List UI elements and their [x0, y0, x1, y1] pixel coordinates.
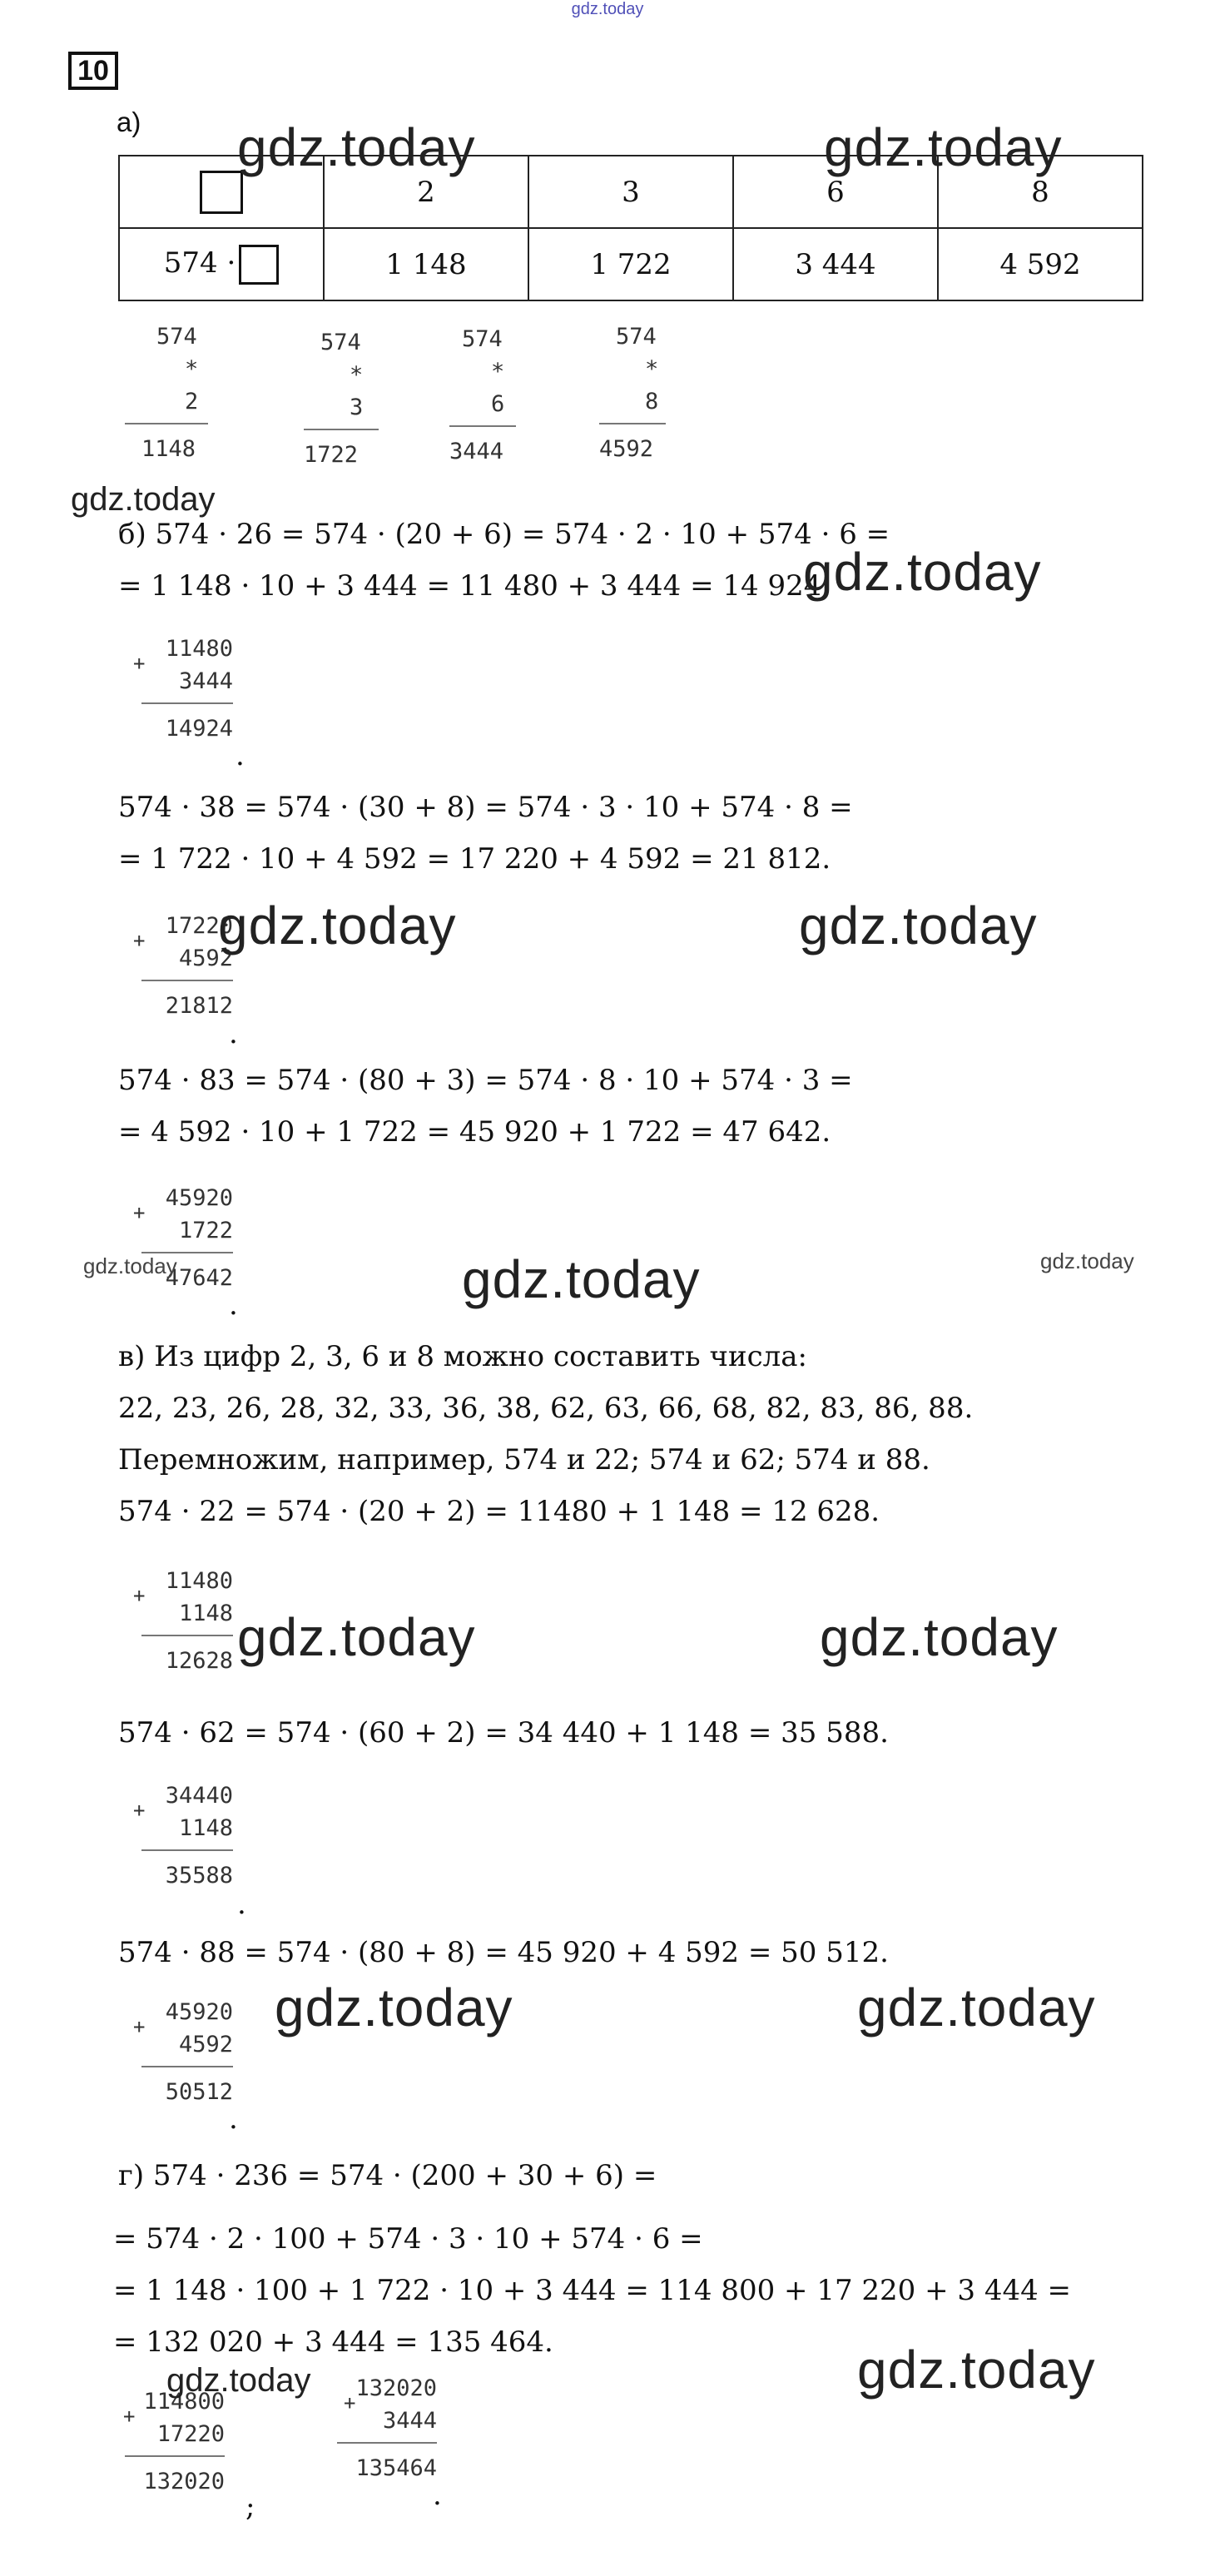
watermark: gdz.today [237, 117, 476, 177]
calc-divider [449, 425, 516, 427]
calc-divider [141, 702, 233, 704]
table-row [119, 228, 1143, 300]
end-dot: . [229, 1017, 238, 1050]
calc-divider [337, 2442, 437, 2444]
calc-operator: * [185, 356, 199, 382]
column-addition [337, 2372, 437, 2484]
end-dot: . [433, 2479, 442, 2512]
calc-result: 21812 [165, 993, 233, 1019]
calc-divider [141, 1635, 233, 1636]
calc-operand: 11480 [165, 636, 233, 662]
calc-operand: 132020 [355, 2375, 437, 2401]
calc-operand: 17220 [156, 2421, 225, 2447]
calc-operand: 45920 [165, 1999, 233, 2025]
calc-divider [141, 2066, 233, 2067]
watermark: gdz.today [71, 481, 216, 518]
end-dot: . [229, 1288, 238, 1322]
calc-operand: 574 [320, 330, 361, 355]
watermark: gdz.today [803, 542, 1042, 602]
calc-operand: 2 [185, 389, 199, 414]
column-addition [141, 633, 233, 745]
calc-result: 47642 [165, 1265, 233, 1291]
calc-operand: 3 [350, 395, 364, 420]
plus-sign: + [133, 1799, 146, 1822]
table-cell: 1 148 [324, 228, 528, 300]
calc-operand: 4592 [178, 946, 233, 971]
calc-operand: 34440 [165, 1783, 233, 1809]
table-cell: 1 722 [528, 228, 733, 300]
calc-divider [599, 423, 666, 424]
plus-sign: + [133, 1584, 146, 1607]
solution-line: г) 574 · 236 = 574 · (200 + 30 + 6) = [118, 2159, 657, 2192]
calc-divider [141, 1849, 233, 1851]
calc-divider [304, 429, 379, 430]
column-addition [141, 1565, 233, 1677]
calc-result: 12628 [165, 1648, 233, 1674]
solution-line: = 1 722 · 10 + 4 592 = 17 220 + 4 592 = 21 812. [118, 842, 831, 876]
calc-operand: 574 [156, 324, 197, 350]
solution-line: = 1 148 · 10 + 3 444 = 11 480 + 3 444 = 14 924. [118, 569, 831, 603]
table-cell: 6 [733, 156, 938, 228]
solution-line: б) 574 · 26 = 574 · (20 + 6) = 574 · 2 · 10 + 574 · 6 = [118, 518, 890, 551]
watermark: gdz.today [237, 1607, 476, 1667]
calc-operand: 11480 [165, 1568, 233, 1594]
watermark: gdz.today [83, 1253, 177, 1278]
calc-operand: 17220 [165, 913, 233, 939]
column-multiplication [304, 326, 379, 471]
solution-line: = 4 592 · 10 + 1 722 = 45 920 + 1 722 = 47 642. [118, 1115, 831, 1149]
watermark: gdz.today [1040, 1248, 1134, 1273]
part-a-label: а) [117, 107, 141, 137]
end-dot: . [229, 2102, 238, 2136]
plus-sign: + [123, 2405, 136, 2428]
column-addition [141, 1779, 233, 1892]
solution-line: 574 · 83 = 574 · (80 + 3) = 574 · 8 · 10 + 574 · 3 = [118, 1064, 853, 1097]
end-dot: . [236, 739, 245, 772]
table-cell: 3 [528, 156, 733, 228]
watermark: gdz.today [857, 2340, 1096, 2400]
column-multiplication [449, 323, 516, 468]
column-multiplication [125, 320, 208, 465]
calc-result: 1148 [141, 436, 196, 462]
task-number-box: 10 [68, 52, 118, 90]
calc-operator: * [491, 359, 505, 385]
watermark: gdz.today [218, 896, 457, 955]
calc-result: 50512 [165, 2079, 233, 2105]
solution-line: = 574 · 2 · 100 + 574 · 3 · 10 + 574 · 6 = [113, 2222, 703, 2256]
table-row-label [119, 228, 324, 300]
plus-sign: + [133, 2015, 146, 2038]
solution-line: = 1 148 · 100 + 1 722 · 10 + 3 444 = 114 800 + 17 220 + 3 444 = [113, 2274, 1072, 2307]
end-dot: . [237, 1888, 246, 1921]
calc-result: 3444 [449, 439, 504, 464]
solution-line: 22, 23, 26, 28, 32, 33, 36, 38, 62, 63, 66, 68, 82, 83, 86, 88. [118, 1392, 974, 1425]
header-watermark: gdz.today [571, 0, 644, 18]
calc-result: 132020 [143, 2469, 225, 2494]
calc-result: 14924 [165, 716, 233, 742]
calc-operand: 1148 [178, 1601, 233, 1626]
calc-result: 4592 [599, 436, 654, 462]
calc-operand: 8 [645, 389, 659, 414]
calc-operand: 4592 [178, 2032, 233, 2057]
column-multiplication [599, 320, 666, 465]
solution-line: 574 · 62 = 574 · (60 + 2) = 34 440 + 1 148 = 35 588. [118, 1716, 889, 1750]
empty-square-icon [239, 245, 279, 285]
calc-result: 1722 [304, 442, 359, 468]
calc-result: 35588 [165, 1863, 233, 1889]
calc-operand: 574 [462, 326, 503, 352]
calc-operand: 45920 [165, 1185, 233, 1211]
calc-operand: 3444 [382, 2408, 437, 2434]
watermark: gdz.today [857, 1978, 1096, 2037]
table-cell: 4 592 [938, 228, 1143, 300]
watermark: gdz.today [820, 1607, 1059, 1667]
table-cell: 2 [324, 156, 528, 228]
plus-sign: + [133, 929, 146, 952]
watermark: gdz.today [166, 2362, 311, 2399]
table-cell: 8 [938, 156, 1143, 228]
calc-operand: 6 [491, 391, 505, 417]
calc-operand: 3444 [178, 668, 233, 694]
plus-sign: + [133, 652, 146, 675]
row-label-text: 574 · [163, 246, 236, 280]
calc-result: 135464 [355, 2455, 437, 2481]
table-cell: 3 444 [733, 228, 938, 300]
calc-operand: 1722 [178, 1218, 233, 1243]
calc-operand: 574 [616, 324, 657, 350]
calc-divider [125, 423, 208, 424]
solution-line: = 132 020 + 3 444 = 135 464. [113, 2325, 553, 2359]
column-addition [141, 1996, 233, 2108]
calc-divider [125, 2455, 225, 2457]
watermark: gdz.today [275, 1978, 513, 2037]
separator-semicolon: ; [245, 2490, 255, 2524]
watermark: gdz.today [799, 896, 1038, 955]
watermark: gdz.today [462, 1249, 701, 1309]
calc-operand: 114800 [143, 2389, 225, 2415]
column-addition [125, 2385, 225, 2498]
solution-line: в) Из цифр 2, 3, 6 и 8 можно составить числа: [118, 1340, 807, 1373]
solution-line: Перемножим, например, 574 и 22; 574 и 62; 574 и 88. [118, 1443, 930, 1477]
calc-operator: * [645, 356, 659, 382]
calc-operand: 1148 [178, 1815, 233, 1841]
solution-line: 574 · 88 = 574 · (80 + 8) = 45 920 + 4 592 = 50 512. [118, 1936, 889, 1969]
calc-divider [141, 980, 233, 981]
plus-sign: + [344, 2391, 356, 2415]
plus-sign: + [133, 1201, 146, 1224]
calc-operator: * [350, 362, 364, 388]
watermark: gdz.today [824, 117, 1063, 177]
solution-line: 574 · 38 = 574 · (30 + 8) = 574 · 3 · 10 + 574 · 8 = [118, 791, 853, 824]
solution-line: 574 · 22 = 574 · (20 + 2) = 11480 + 1 148 = 12 628. [118, 1495, 880, 1528]
